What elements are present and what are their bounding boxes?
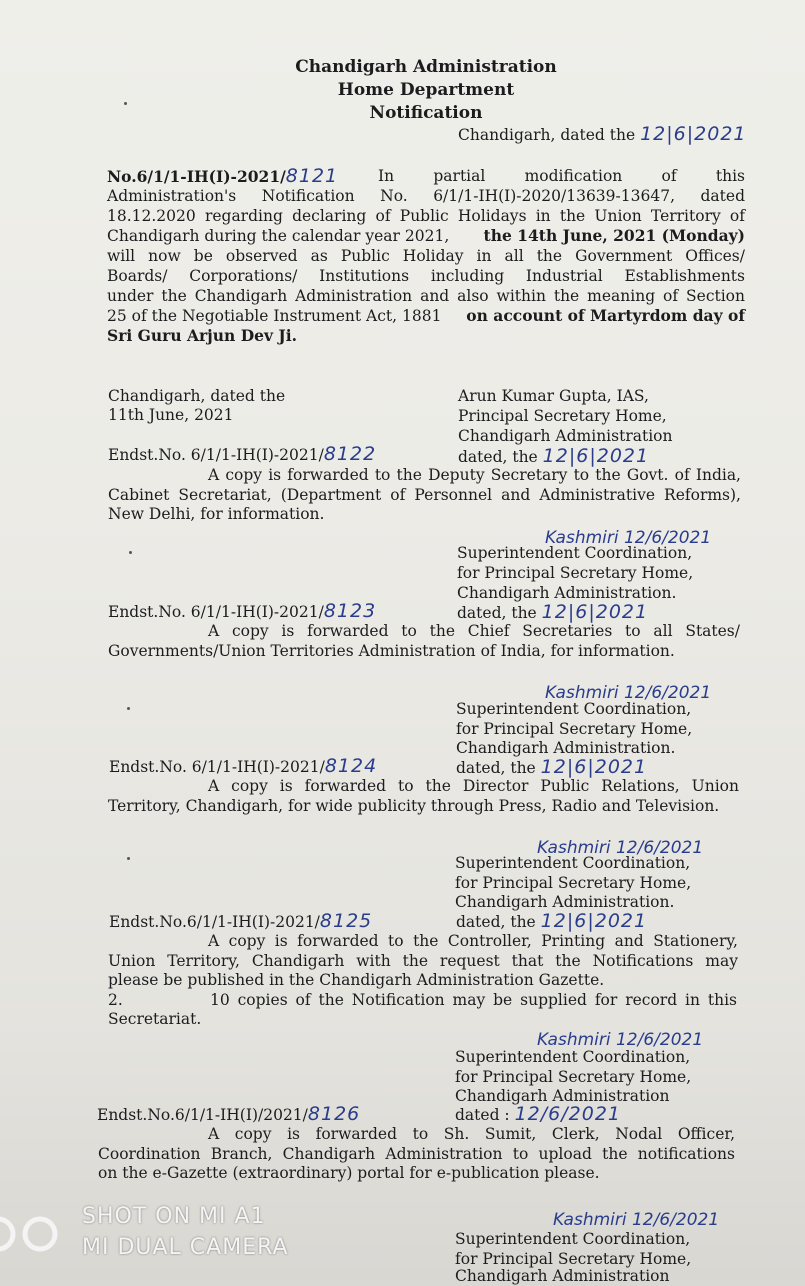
header-line-3: Notification [369, 103, 483, 123]
endorsement-4-dated-prefix: dated, the [456, 913, 536, 931]
endorsement-2-number-handwritten: 8123 [323, 600, 377, 622]
notification-number-prefix: No.6/1/1-IH(I)-2021/ [107, 167, 286, 186]
speck [127, 707, 130, 710]
header-line-1: Chandigarh Administration [295, 57, 557, 77]
endorsement-5-line-3: on the e-Gazette (extraordinary) portal for e-publication please. [98, 1164, 600, 1182]
endorsement-4-para2-line-1: 10 copies of the Notification may be supplied for record in this [210, 991, 737, 1009]
camera-logo-icon [0, 1214, 64, 1254]
endorsement-3-dated-handwritten: 12|6|2021 [540, 756, 648, 778]
endorsement-3-line-1: A copy is forwarded to the Director Public Relations, Union [208, 777, 739, 795]
notification-line-1: In partial modification of this [378, 167, 745, 185]
notification-number-handwritten: 8121 [285, 165, 339, 187]
signatory-2-for: for Principal Secretary Home, [456, 720, 693, 738]
endorsement-3-number-handwritten: 8124 [324, 755, 378, 777]
header-date-handwritten: 12|6|2021 [640, 123, 747, 145]
endorsement-1-number [108, 444, 376, 465]
endorsement-4-line-3: please be published in the Chandigarh Administration Gazette. [108, 971, 605, 989]
endorsement-5-dated-prefix: dated : [455, 1106, 510, 1124]
notification-line-7: under the Chandigarh Administration and also within the meaning of Section [107, 287, 745, 305]
endorsement-4-para2-number: 2. [108, 991, 123, 1009]
endorsement-5-dated [455, 1104, 621, 1125]
endorsement-1-line-1: A copy is forwarded to the Deputy Secretary to the Govt. of India, [208, 466, 741, 484]
signatory-5-title: Superintendent Coordination, [455, 1230, 691, 1248]
endorsement-5-line-1: A copy is forwarded to Sh. Sumit, Clerk, Nodal Officer, [208, 1125, 735, 1143]
endorsement-2-line-1: A copy is forwarded to the Chief Secretaries to all States/ [208, 622, 740, 640]
endorsement-2-dated-handwritten: 12|6|2021 [541, 601, 649, 623]
signoff-designation: Principal Secretary Home, [458, 407, 667, 425]
endorsement-1-dated [458, 446, 649, 467]
signatory-2-office: Chandigarh Administration. [456, 739, 676, 757]
signatory-1-office: Chandigarh Administration. [457, 584, 677, 602]
endorsement-4-line-2: Union Territory, Chandigarh with the request that the Notifications may [108, 952, 738, 970]
notification-line-3: 18.12.2020 regarding declaring of Public Holidays in the Union Territory of [107, 207, 745, 225]
endorsement-4-number [109, 911, 372, 932]
endorsement-1-line-2: Cabinet Secretariat, (Department of Personnel and Administrative Reforms), [108, 486, 741, 504]
notification-line-4-text: Chandigarh during the calendar year 2021, [107, 227, 450, 245]
signatory-2-title: Superintendent Coordination, [456, 700, 692, 718]
holiday-date: the 14th June, 2021 (Monday) [483, 226, 745, 245]
endorsement-1-dated-handwritten: 12|6|2021 [542, 445, 650, 467]
endorsement-4-number-prefix: Endst.No.6/1/1-IH(I)-2021/ [109, 913, 320, 931]
signoff-date: 11th June, 2021 [108, 406, 234, 424]
endorsement-5-number-handwritten: 8126 [307, 1103, 361, 1125]
signatory-3-title: Superintendent Coordination, [455, 854, 691, 872]
holiday-reason-2: Sri Guru Arjun Dev Ji. [107, 326, 298, 345]
header-line-2: Home Department [337, 80, 515, 100]
notification-number [107, 166, 338, 187]
notification-line-4 [107, 226, 745, 246]
endorsement-2-number [108, 601, 376, 622]
endorsement-5-number [97, 1104, 360, 1125]
endorsement-1-number-handwritten: 8122 [323, 443, 377, 465]
signatory-5-office: Chandigarh Administration [455, 1267, 670, 1285]
endorsement-3-number-prefix: Endst.No. 6/1/1-IH(I)-2021/ [109, 758, 325, 776]
watermark-line-2: MI DUAL CAMERA [82, 1235, 289, 1260]
speck [124, 102, 127, 105]
signature-3: Kashmiri 12/6/2021 [537, 838, 704, 858]
endorsement-5-dated-handwritten: 12/6/2021 [514, 1103, 621, 1125]
signature-5: Kashmiri 12/6/2021 [553, 1210, 720, 1230]
endorsement-2-dated [457, 602, 648, 623]
speck [129, 551, 132, 554]
endorsement-5-number-prefix: Endst.No.6/1/1-IH(I)/2021/ [97, 1106, 308, 1124]
endorsement-3-dated [456, 757, 647, 778]
signatory-1-for: for Principal Secretary Home, [457, 564, 694, 582]
signoff-name: Arun Kumar Gupta, IAS, [458, 387, 649, 405]
endorsement-2-line-2: Governments/Union Territories Administration of India, for information. [108, 642, 675, 660]
watermark-line-1: SHOT ON MI A1 [82, 1204, 266, 1229]
header-place-date [458, 124, 747, 145]
holiday-reason-1: on account of Martyrdom day of [466, 306, 745, 325]
speck [127, 857, 130, 860]
endorsement-3-number [109, 756, 377, 777]
signature-4: Kashmiri 12/6/2021 [537, 1030, 704, 1050]
endorsement-5-line-2: Coordination Branch, Chandigarh Administration to upload the notifications [98, 1145, 735, 1163]
signatory-1-title: Superintendent Coordination, [457, 544, 693, 562]
signoff-office: Chandigarh Administration [458, 427, 673, 445]
signature-2: Kashmiri 12/6/2021 [545, 683, 712, 703]
signatory-4-for: for Principal Secretary Home, [455, 1068, 692, 1086]
notification-line-5: will now be observed as Public Holiday in all the Government Offices/ [107, 247, 745, 265]
notification-line-2: Administration's Notification No. 6/1/1-IH(I)-2020/13639-13647, dated [107, 187, 745, 205]
notification-line-8-text: 25 of the Negotiable Instrument Act, 1881 [107, 307, 442, 325]
signature-1: Kashmiri 12/6/2021 [545, 528, 712, 548]
endorsement-4-para2-line-2: Secretariat. [108, 1010, 202, 1028]
header-place-date-prefix: Chandigarh, dated the [458, 126, 636, 144]
endorsement-1-number-prefix: Endst.No. 6/1/1-IH(I)-2021/ [108, 446, 324, 464]
signatory-3-office: Chandigarh Administration. [455, 893, 675, 911]
endorsement-3-dated-prefix: dated, the [456, 759, 536, 777]
signoff-place: Chandigarh, dated the [108, 387, 286, 405]
endorsement-2-dated-prefix: dated, the [457, 604, 537, 622]
endorsement-4-dated-handwritten: 12|6|2021 [540, 910, 648, 932]
endorsement-1-line-3: New Delhi, for information. [108, 505, 325, 523]
signatory-4-office: Chandigarh Administration [455, 1087, 670, 1105]
endorsement-4-dated [456, 911, 647, 932]
notification-line-8 [107, 306, 745, 326]
endorsement-4-line-1: A copy is forwarded to the Controller, Printing and Stationery, [208, 932, 738, 950]
signatory-4-title: Superintendent Coordination, [455, 1048, 691, 1066]
endorsement-4-number-handwritten: 8125 [319, 910, 373, 932]
notification-line-6: Boards/ Corporations/ Institutions including Industrial Establishments [107, 267, 745, 285]
endorsement-3-line-2: Territory, Chandigarh, for wide publicity through Press, Radio and Television. [108, 797, 720, 815]
signatory-5-for: for Principal Secretary Home, [455, 1250, 692, 1268]
endorsement-2-number-prefix: Endst.No. 6/1/1-IH(I)-2021/ [108, 603, 324, 621]
signatory-3-for: for Principal Secretary Home, [455, 874, 692, 892]
endorsement-1-dated-prefix: dated, the [458, 448, 538, 466]
